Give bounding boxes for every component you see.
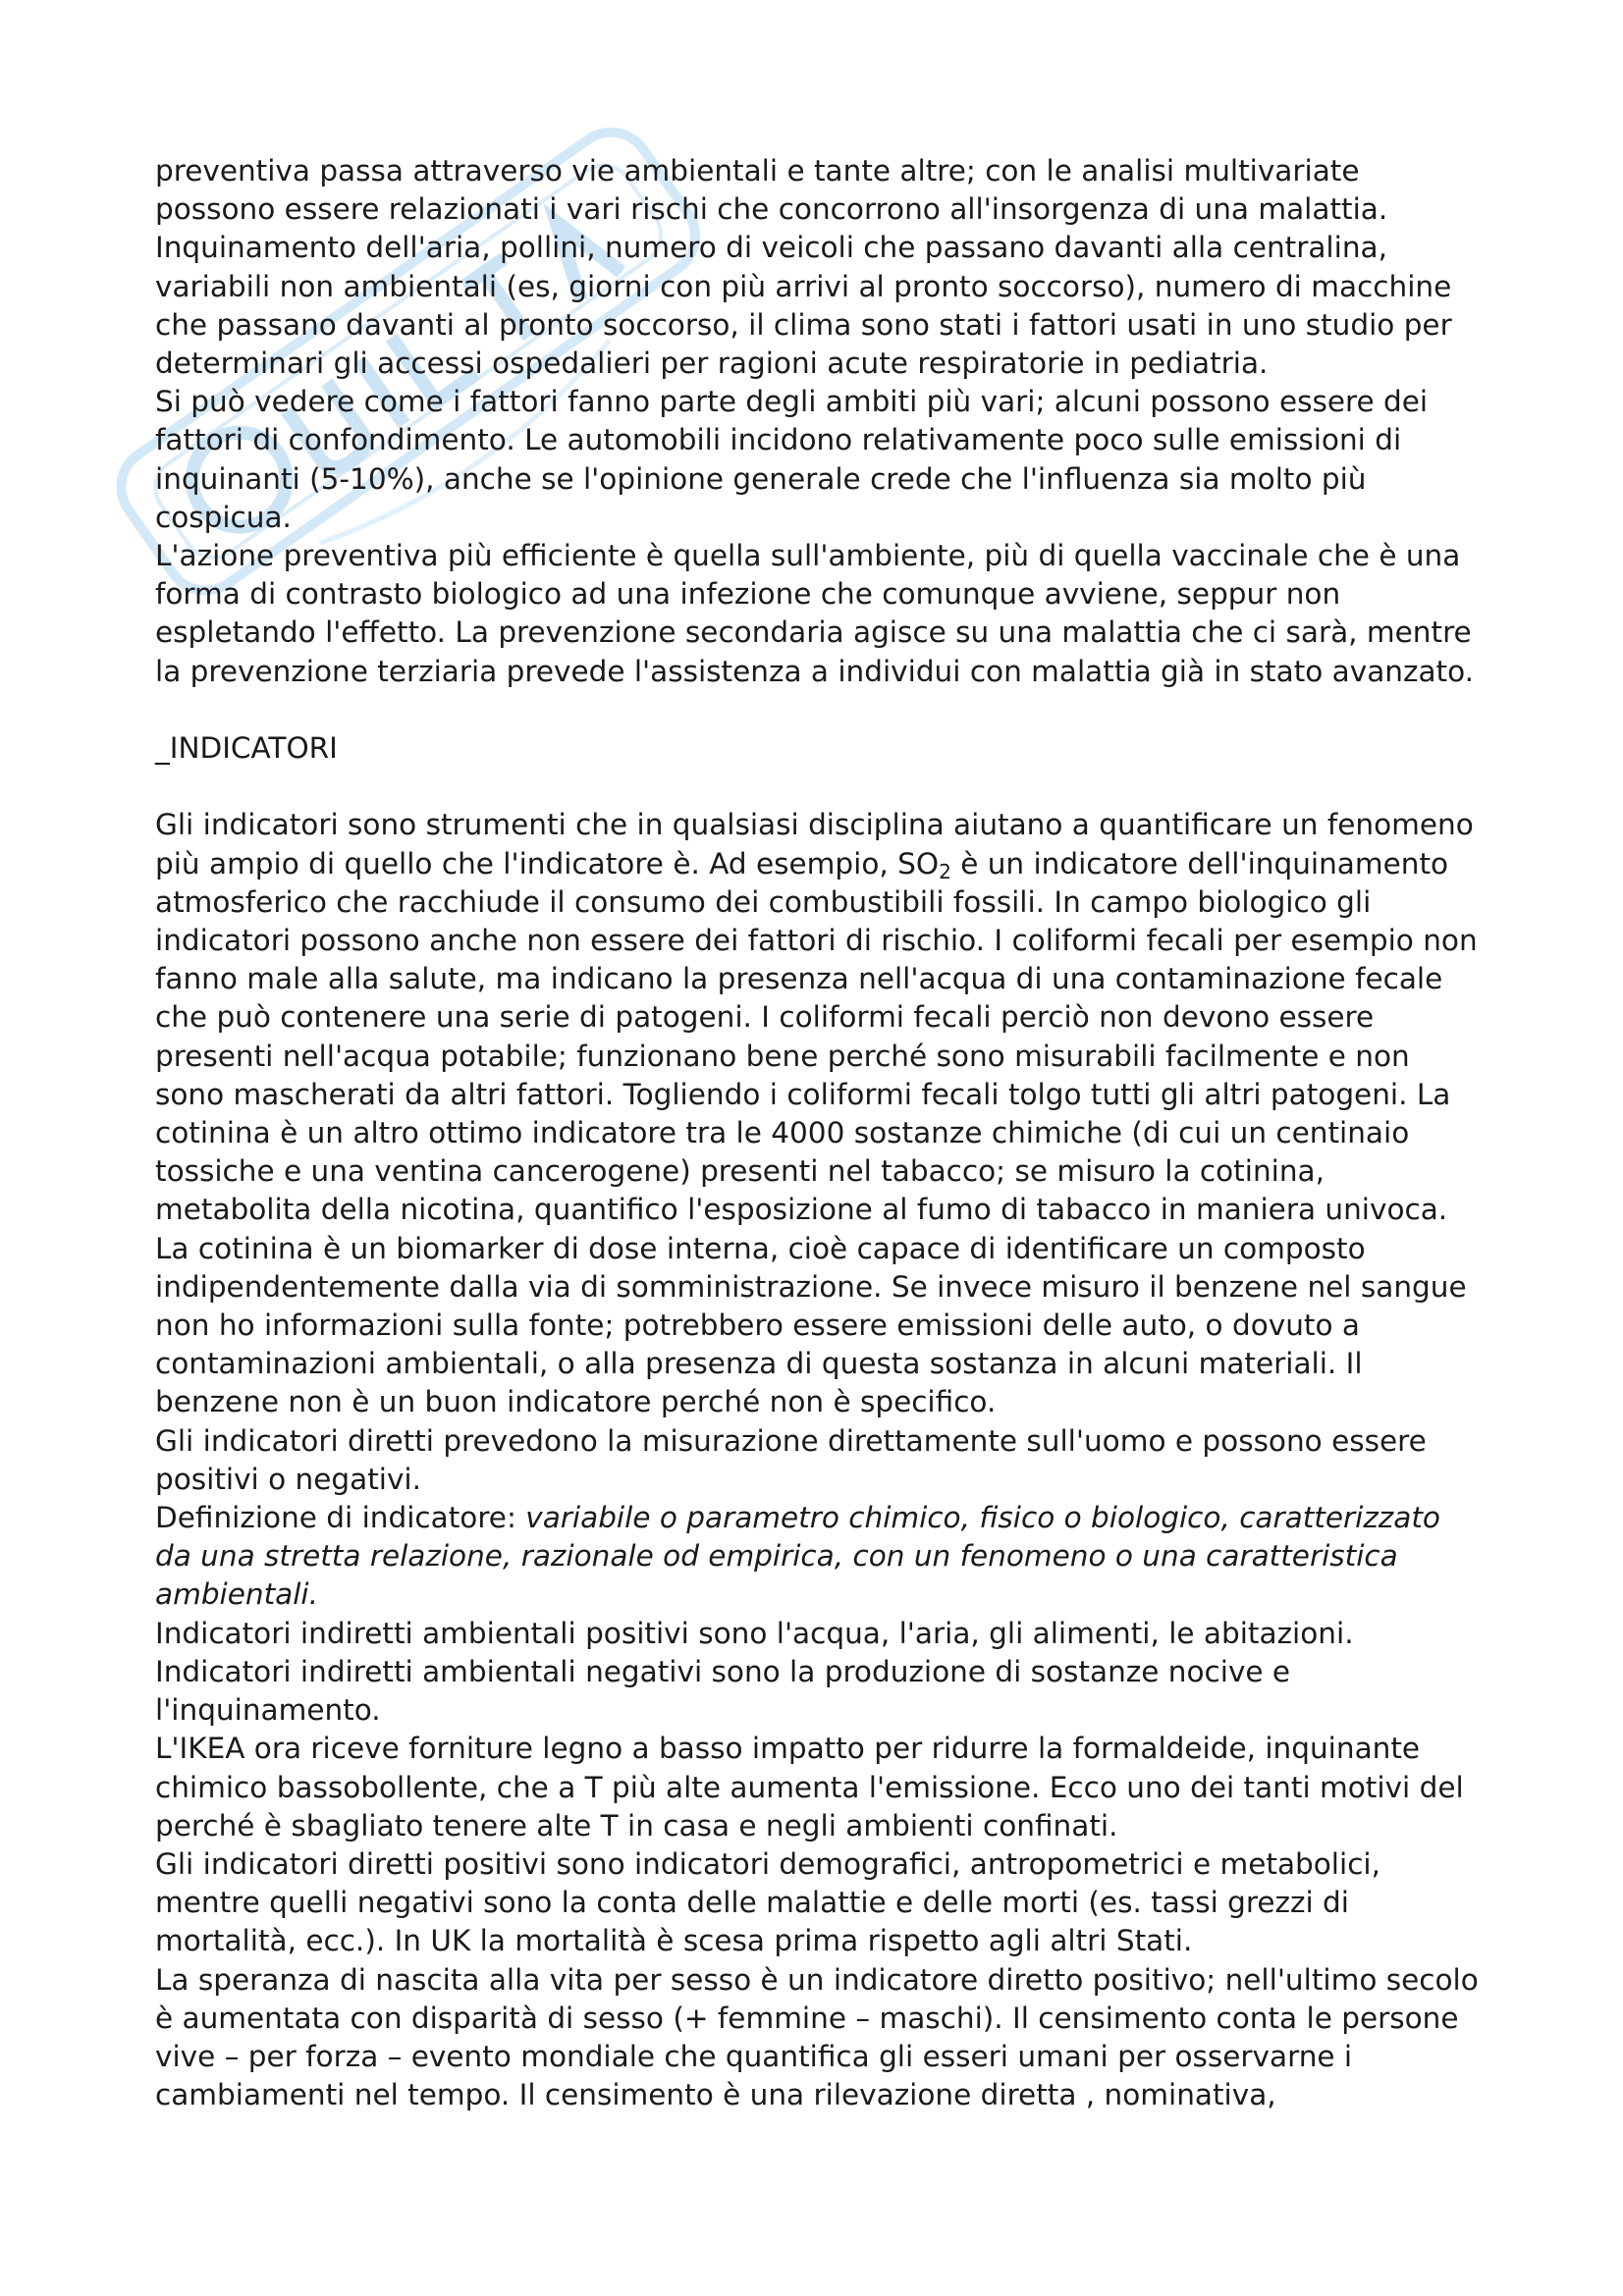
paragraph-indicators-definition bbox=[155, 806, 1483, 1421]
text-run: Gli indicatori sono strumenti che in qualsiasi disciplina aiutano a quantificare un fenomeno più ampio di quello che l'indicatore è. Ad esempio, SO bbox=[155, 808, 1474, 881]
text-run: è un indicatore dell'inquinamento atmosferico che racchiude il consumo dei combustibili fossili. In campo biologico gli indicatori possono anche non essere dei fattori di rischio. I coliformi fecali per esempio non fanno male alla salute, ma indicano la presenza nell'acqua di una contaminazione fecale che può contenere una serie di patogeni. I coliformi fecali perciò non devono essere presenti nell'acqua potabile; funzionano bene perché sono misurabili facilmente e non sono mascherati da altri fattori. Togliendo i coliformi fecali tolgo tutti gli altri patogeni. La cotinina è un altro ottimo indicatore tra le 4000 sostanze chimiche (di cui un centinaio tossiche e una ventina cancerogene) presenti nel tabacco; se misuro la cotinina, metabolita della nicotina, quantifico l'esposizione al fumo di tabacco in maniera univoca. La cotinina è un biomarker di dose interna, cioè capace di identificare un composto indipendentemente dalla via di somministrazione. Se invece misuro il benzene nel sangue non ho informazioni sulla fonte; potrebbero essere emissioni delle auto, o dovuto a contaminazioni ambientali, o alla presenza di questa sostanza in alcuni materiali. Il benzene non è un buon indicatore perché non è specifico. bbox=[155, 846, 1478, 1419]
document-body bbox=[155, 152, 1483, 2114]
blank-line bbox=[155, 768, 1483, 806]
paragraph-ikea-formaldehyde: L'IKEA ora riceve forniture legno a basso impatto per ridurre la formaldeide, inquinante chimico bassobollente, che a T più alte aumenta l'emissione. Ecco uno dei tanti motivi del perché è sbagliato tenere alte T in casa e negli ambienti confinati. bbox=[155, 1732, 1464, 1842]
paragraph-indirect-positive: Indicatori indiretti ambientali positivi sono l'acqua, l'aria, gli alimenti, le abitazioni. bbox=[155, 1616, 1354, 1650]
paragraph-direct-positive-negative: Gli indicatori diretti positivi sono indicatori demografici, antropometrici e metabolici, mentre quelli negativi sono la conta delle malattie e delle morti (es. tassi grezzi di mortalità, ecc.). In UK la mortalità è scesa prima rispetto agli altri Stati. bbox=[155, 1846, 1380, 1958]
paragraph-indirect-negative: Indicatori indiretti ambientali negativi sono la produzione di sostanze nocive e l'inquinamento. bbox=[155, 1654, 1291, 1728]
paragraph-indicator-definition bbox=[155, 1499, 1483, 1615]
blank-line bbox=[155, 691, 1483, 729]
section-heading: _INDICATORI bbox=[155, 731, 338, 766]
subscript-two: 2 bbox=[939, 859, 951, 883]
paragraph-pediatric-study: Inquinamento dell'aria, pollini, numero di veicoli che passano davanti alla centralina, variabili non ambientali (es, giorni con più arrivi al pronto soccorso), numero di macchine che passano davanti al pronto soccorso, il clima sono stati i fattori usati in uno studio per determinari gli accessi ospedalieri per ragioni acute respiratorie in pediatria. bbox=[155, 231, 1452, 381]
paragraph-preventive-action: L'azione preventiva più efficiente è quella sull'ambiente, più di quella vaccinale che è una forma di contrasto biologico ad una infezione che comunque avviene, seppur non espletando l'effetto. La prevenzione secondaria agisce su una malattia che ci sarà, mentre la prevenzione terziaria prevede l'assistenza a individui con malattia già in stato avanzato. bbox=[155, 539, 1475, 688]
paragraph-prevention-paths: preventiva passa attraverso vie ambientali e tante altre; con le analisi multivariate possono essere relazionati i vari rischi che concorrono all'insorgenza di una malattia. bbox=[155, 154, 1388, 227]
definition-text: variabile o parametro chimico, fisico o biologico, caratterizzato da una stretta relazione, razionale od empirica, con un fenomeno o una caratteristica ambientali. bbox=[155, 1501, 1440, 1612]
definition-label: Definizione di indicatore: bbox=[155, 1501, 526, 1535]
paragraph-direct-indicators: Gli indicatori diretti prevedono la misurazione direttamente sull'uomo e possono essere positivi o negativi. bbox=[155, 1423, 1427, 1496]
paragraph-life-expectancy-census: La speranza di nascita alla vita per sesso è un indicatore diretto positivo; nell'ultimo secolo è aumentata con disparità di sesso (+ femmine – maschi). Il censimento conta le persone vive – per forza – evento mondiale che quantifica gli esseri umani per osservarne i cambiamenti nel tempo. Il censimento è una rilevazione diretta , nominativa, bbox=[155, 1962, 1479, 2112]
paragraph-confounding-factors: Si può vedere come i fattori fanno parte degli ambiti più vari; alcuni possono essere dei fattori di confondimento. Le automobili incidono relativamente poco sulle emissioni di inquinanti (5-10%), anche se l'opinione generale crede che l'influenza sia molto più cospicua. bbox=[155, 385, 1429, 534]
